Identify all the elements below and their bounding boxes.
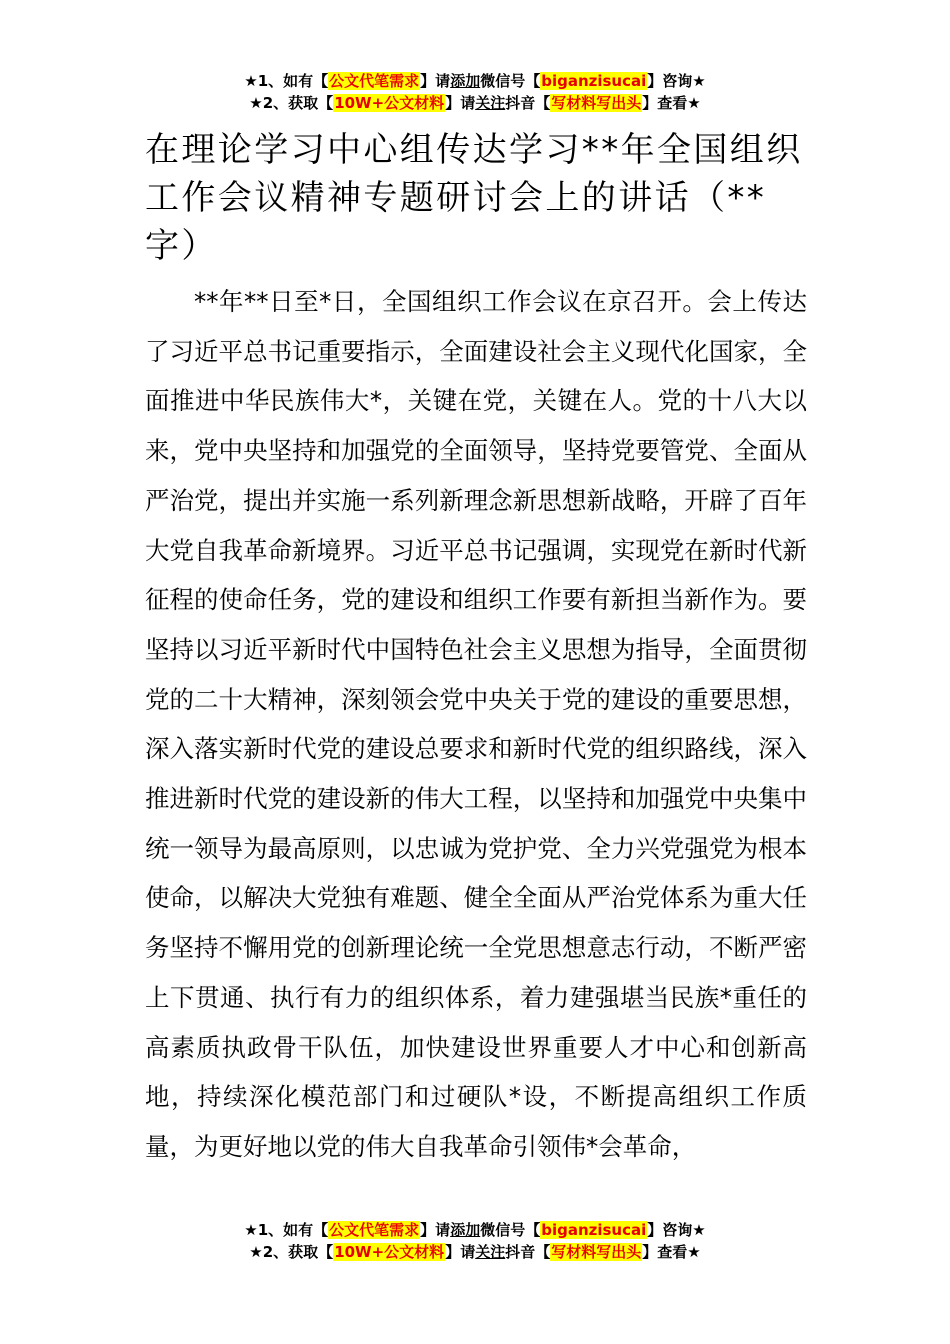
header-banner-line-1: [0, 70, 950, 92]
banner-text: ★2、获取【: [249, 94, 334, 112]
header-banner-line-2: [0, 92, 950, 114]
banner-text: 抖音【: [505, 1243, 551, 1261]
banner-text: 】请: [445, 94, 476, 112]
highlight-materials: 10W+公文材料: [334, 1243, 445, 1261]
banner-text: 】请: [445, 1243, 476, 1261]
highlight-wechat-id: biganzisucai: [541, 72, 647, 90]
underlined-text: 关注: [475, 1243, 506, 1261]
banner-text: 】请: [420, 72, 451, 90]
banner-text: 微信号【: [480, 72, 541, 90]
banner-text: 】查看★: [642, 94, 701, 112]
banner-text: 】咨询★: [647, 1221, 706, 1239]
document-body-paragraph: **年**日至*日，全国组织工作会议在京召开。会上传达了习近平总书记重要指示，全面建设社会主义现代化国家，全面推进中华民族伟大*，关键在党，关键在人。党的十八大以来，党中央坚持和加强党的全面领导，坚持党要管党、全面从严治党，提出并实施一系列新理念新思想新战略，开辟了百年大党自我革命新境界。习近平总书记强调，实现党在新时代新征程的使命任务，党的建设和组织工作要有新担当新作为。要坚持以习近平新时代中国特色社会主义思想为指导，全面贯彻党的二十大精神，深刻领会党中央关于党的建设的重要思想，深入落实新时代党的建设总要求和新时代党的组织路线，深入推进新时代党的建设新的伟大工程，以坚持和加强党中央集中统一领导为最高原则，以忠诚为党护党、全力兴党强党为根本使命，以解决大党独有难题、健全全面从严治党体系为重大任务坚持不懈用党的创新理论统一全党思想意志行动，不断严密上下贯通、执行有力的组织体系，着力建强堪当民族*重任的高素质执政骨干队伍，加快建设世界重要人才中心和创新高地，持续深化模范部门和过硬队*设，不断提高组织工作质量，为更好地以党的伟大自我革命引领伟*会革命，: [145, 287, 807, 1161]
underlined-text: 关注: [475, 94, 506, 112]
highlight-materials: 10W+公文材料: [334, 94, 445, 112]
highlight-douyin-account: 写材料写出头: [551, 94, 642, 112]
highlight-wechat-id: biganzisucai: [541, 1221, 647, 1239]
footer-banner-line-1: [0, 1219, 950, 1241]
banner-text: 抖音【: [505, 94, 551, 112]
banner-text: 】咨询★: [647, 72, 706, 90]
highlight-service: 公文代笔需求: [329, 72, 420, 90]
header-banner: [0, 70, 950, 114]
banner-text: ★1、如有【: [244, 72, 329, 90]
banner-text: ★1、如有【: [244, 1221, 329, 1239]
underlined-text: 添加: [450, 72, 481, 90]
document-title: 在理论学习中心组传达学习**年全国组织工作会议精神专题研讨会上的讲话（**字）: [145, 130, 803, 266]
highlight-service: 公文代笔需求: [329, 1221, 420, 1239]
footer-banner: [0, 1219, 950, 1263]
banner-text: 】查看★: [642, 1243, 701, 1261]
banner-text: ★2、获取【: [249, 1243, 334, 1261]
banner-text: 微信号【: [480, 1221, 541, 1239]
footer-banner-line-2: [0, 1241, 950, 1263]
banner-text: 】请: [420, 1221, 451, 1239]
highlight-douyin-account: 写材料写出头: [551, 1243, 642, 1261]
underlined-text: 添加: [450, 1221, 481, 1239]
